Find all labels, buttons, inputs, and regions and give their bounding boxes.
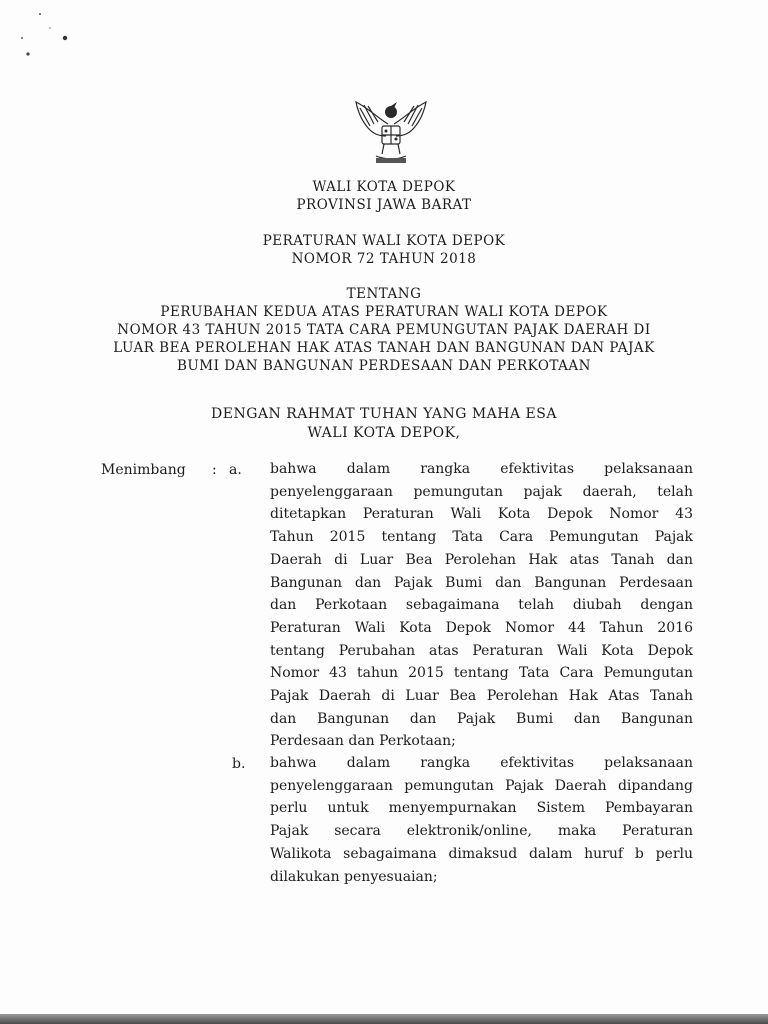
paragraph-line: penyelenggaraan pemungutan Pajak Daerah dipandang <box>270 777 693 794</box>
regulation-number: NOMOR 72 TAHUN 2018 <box>291 251 477 267</box>
paragraph-line: bahwa dalam rangka efektivitas pelaksanaan <box>270 461 693 477</box>
considering-item-a <box>270 458 693 753</box>
paragraph-line: dan Bangunan dan Pajak Bumi dan Bangunan <box>270 710 693 727</box>
subject-line: LUAR BEA PEROLEHAN HAK ATAS TANAH DAN BANGUNAN DAN PAJAK <box>113 340 655 356</box>
regulation-title: PERATURAN WALI KOTA DEPOK <box>262 233 506 249</box>
paragraph-line: Pajak secara elektronik/online, maka Peraturan <box>270 823 693 840</box>
paragraph-line: penyelenggaraan pemungutan pajak daerah, telah <box>270 483 693 500</box>
invocation-line: WALI KOTA DEPOK, <box>307 425 461 441</box>
garuda-emblem-icon <box>348 96 434 170</box>
paragraph-line: dilakukan penyesuaian; <box>270 868 438 885</box>
paragraph-line: Peraturan Wali Kota Depok Nomor 44 Tahun 2016 <box>270 619 693 636</box>
item-marker-a: a. <box>229 462 242 478</box>
invocation-block <box>0 405 768 443</box>
office-title: WALI KOTA DEPOK <box>312 179 456 195</box>
province-title: PROVINSI JAWA BARAT <box>296 197 472 213</box>
scan-edge <box>0 1014 768 1024</box>
considering-item-b <box>270 752 693 888</box>
paragraph-line: Perdesaan dan Perkotaan; <box>270 733 456 750</box>
regulation-block <box>0 232 768 268</box>
subject-line: BUMI DAN BANGUNAN PERDESAAN DAN PERKOTAAN <box>176 358 591 374</box>
considering-label: Menimbang <box>101 462 186 478</box>
paragraph-line: Pajak Daerah di Luar Bea Perolehan Hak Atas Tanah <box>270 688 693 705</box>
paragraph-line: Tahun 2015 tentang Tata Cara Pemungutan Pajak <box>270 529 693 546</box>
paragraph-line: perlu untuk menyempurnakan Sistem Pembayaran <box>270 800 693 817</box>
paragraph-line: Bangunan dan Pajak Bumi dan Bangunan Perdesaan <box>270 574 693 591</box>
subject-label: TENTANG <box>346 286 422 302</box>
invocation-line: DENGAN RAHMAT TUHAN YANG MAHA ESA <box>211 406 557 422</box>
considering-colon: : <box>212 462 217 478</box>
paragraph-line: Nomor 43 tahun 2015 tentang Tata Cara Pemungutan <box>270 665 693 682</box>
paragraph-line: Walikota sebagaimana dimaksud dalam huruf b perlu <box>270 845 693 862</box>
item-marker-b: b. <box>232 756 246 772</box>
scan-specks <box>10 8 80 68</box>
paragraph-line: dan Perkotaan sebagaimana telah diubah dengan <box>270 597 693 614</box>
issuer-block <box>0 178 768 214</box>
subject-line: PERUBAHAN KEDUA ATAS PERATURAN WALI KOTA DEPOK <box>160 304 608 320</box>
paragraph-line: tentang Perubahan atas Peraturan Wali Kota Depok <box>270 642 693 659</box>
paragraph-line: ditetapkan Peraturan Wali Kota Depok Nomor 43 <box>270 506 693 523</box>
paragraph-line: bahwa dalam rangka efektivitas pelaksanaan <box>270 755 693 771</box>
subject-block <box>0 285 768 375</box>
paragraph-line: Daerah di Luar Bea Perolehan Hak atas Tanah dan <box>270 551 693 568</box>
subject-line: NOMOR 43 TAHUN 2015 TATA CARA PEMUNGUTAN PAJAK DAERAH DI <box>117 322 651 338</box>
